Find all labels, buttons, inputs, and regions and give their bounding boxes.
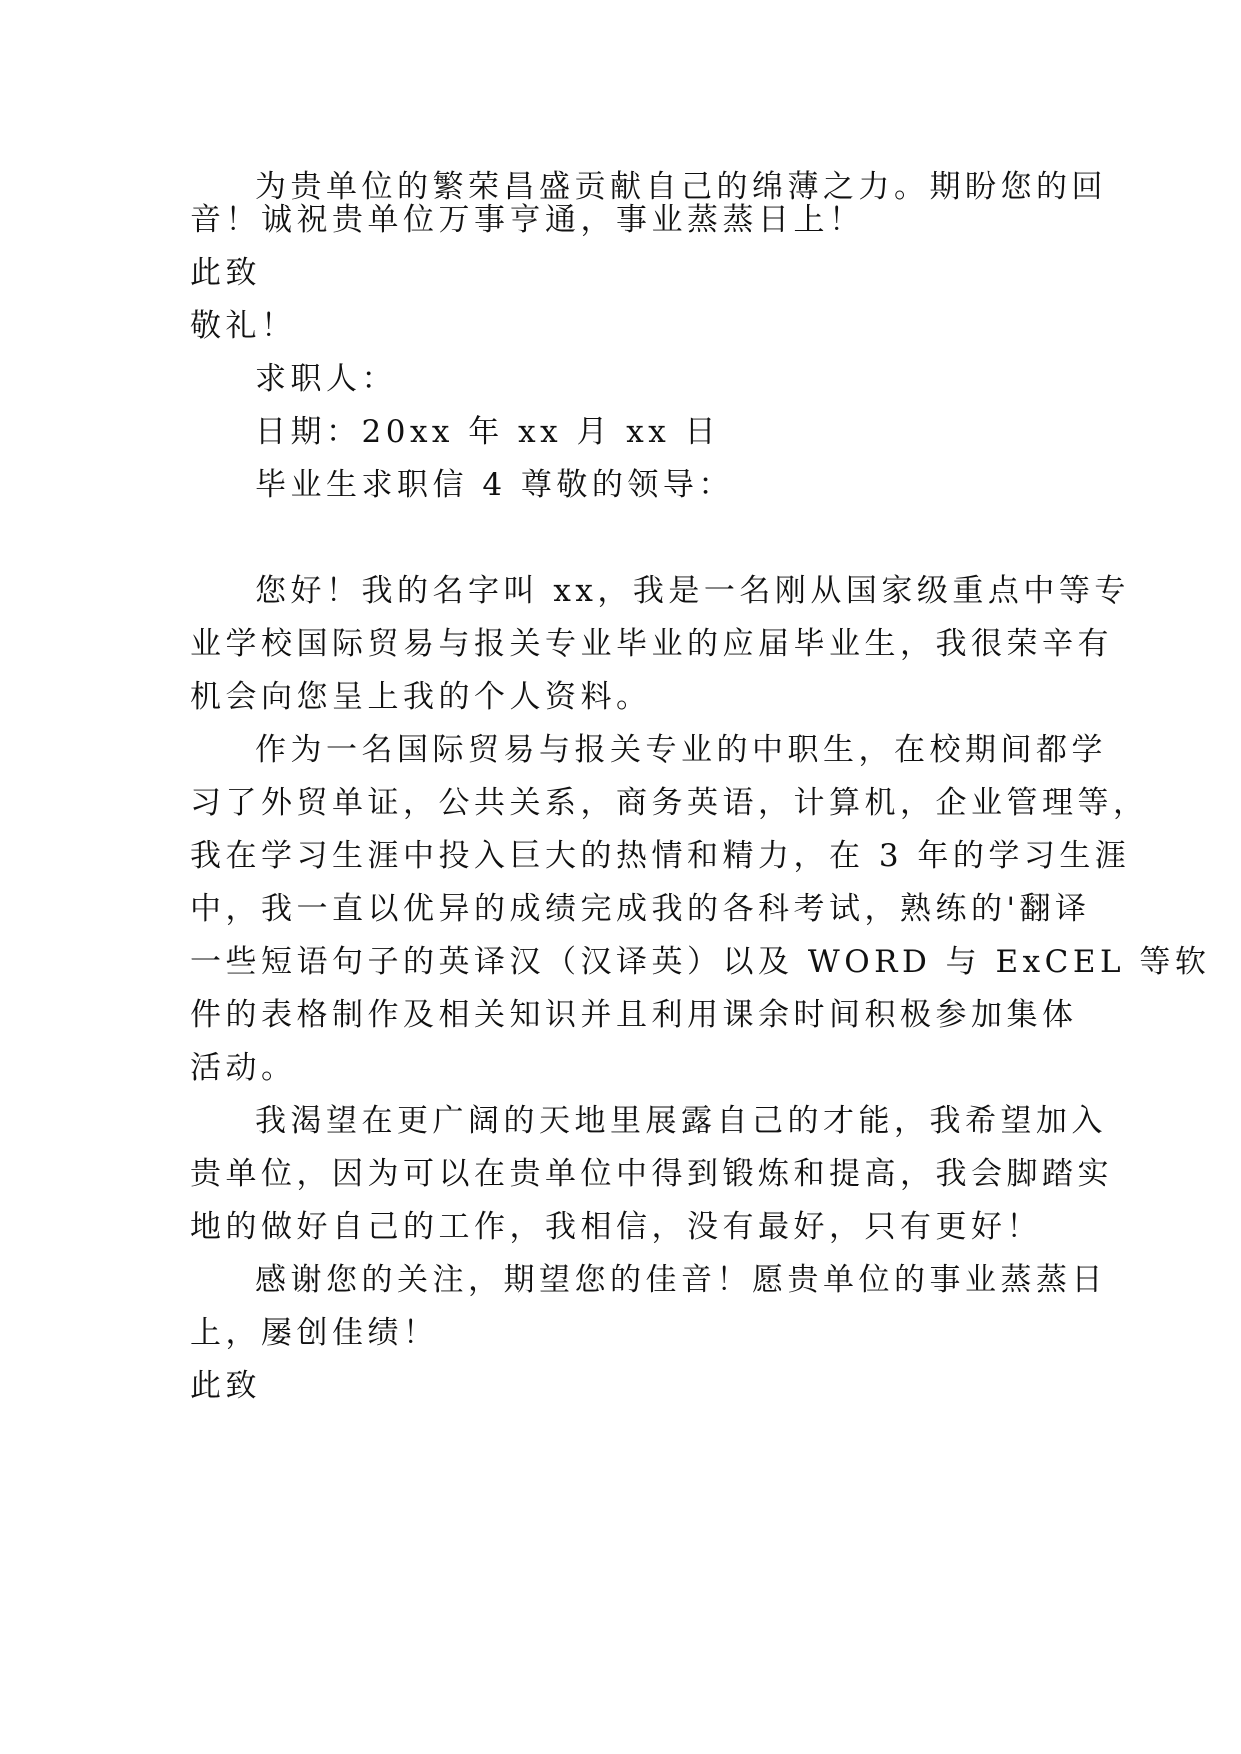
study-paragraph-line-2: 习了外贸单证，公共关系，商务英语，计算机，企业管理等，: [190, 785, 1149, 821]
date-line: 日期：20xx 年 xx 月 xx 日: [255, 414, 721, 450]
study-paragraph-line-5: 一些短语句子的英译汉（汉译英）以及 WORD 与 ExCEL 等软: [190, 944, 1211, 980]
study-paragraph-line-1: 作为一名国际贸易与报关专业的中职生，在校期间都学: [255, 732, 1107, 768]
study-paragraph-line-7: 活动。: [190, 1050, 297, 1086]
study-paragraph-line-4: 中，我一直以优异的成绩完成我的各科考试，熟练的'翻译: [190, 891, 1091, 927]
study-paragraph-line-3: 我在学习生涯中投入巨大的热情和精力，在 3 年的学习生涯: [190, 838, 1131, 874]
salutation-cizhi-2: 此致: [190, 1368, 261, 1404]
study-paragraph-line-6: 件的表格制作及相关知识并且利用课余时间积极参加集体: [190, 997, 1078, 1033]
closing-paragraph-line-1: 为贵单位的繁荣昌盛贡献自己的绵薄之力。期盼您的回: [255, 169, 1107, 205]
thanks-paragraph-line-2: 上，屡创佳绩！: [190, 1315, 439, 1351]
applicant-label: 求职人：: [255, 361, 397, 397]
aspiration-paragraph-line-2: 贵单位，因为可以在贵单位中得到锻炼和提高，我会脚踏实: [190, 1156, 1113, 1192]
intro-paragraph-line-1: 您好！我的名字叫 xx，我是一名刚从国家级重点中等专: [255, 573, 1130, 609]
aspiration-paragraph-line-3: 地的做好自己的工作，我相信，没有最好，只有更好！: [190, 1209, 1042, 1245]
closing-paragraph-line-2: 音！诚祝贵单位万事亨通，事业蒸蒸日上！: [190, 202, 865, 238]
letter-heading: 毕业生求职信 4 尊敬的领导：: [255, 467, 734, 503]
intro-paragraph-line-2: 业学校国际贸易与报关专业毕业的应届毕业生，我很荣辛有: [190, 626, 1113, 662]
aspiration-paragraph-line-1: 我渴望在更广阔的天地里展露自己的才能，我希望加入: [255, 1103, 1107, 1139]
intro-paragraph-line-3: 机会向您呈上我的个人资料。: [190, 679, 652, 715]
salutation-jingli: 敬礼！: [190, 308, 297, 344]
thanks-paragraph-line-1: 感谢您的关注，期望您的佳音！愿贵单位的事业蒸蒸日: [255, 1262, 1107, 1298]
salutation-cizhi: 此致: [190, 255, 261, 291]
